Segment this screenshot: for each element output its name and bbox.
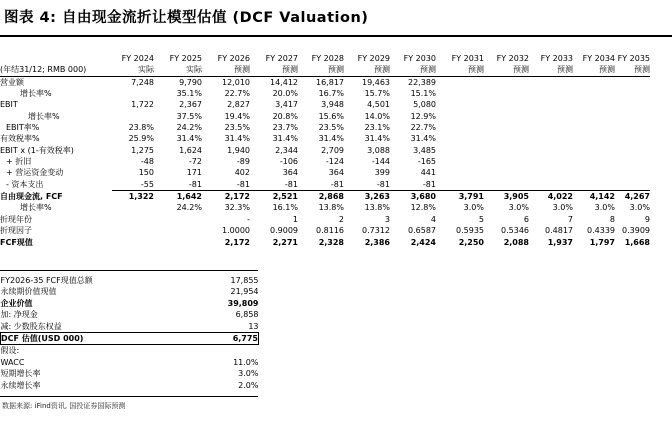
summary-label: DCF 估值(USD 000) <box>1 333 211 345</box>
table-cell: 6 <box>523 214 529 224</box>
year-header: FY 2031 <box>451 54 484 63</box>
table-cell <box>154 214 202 225</box>
table-cell <box>529 156 573 167</box>
table-cell: -165 <box>417 157 436 167</box>
table-cell <box>529 122 573 133</box>
enterprise-value-row <box>1 298 291 309</box>
table-cell <box>484 122 529 133</box>
table-cell <box>573 76 615 88</box>
table-cell: 3 <box>384 214 390 224</box>
table-cell <box>615 145 650 156</box>
table-cell <box>529 133 573 144</box>
table-cell: 3,680 <box>410 192 436 202</box>
table-cell: 0.7312 <box>362 226 390 236</box>
table-cell: 441 <box>420 168 436 178</box>
table-cell: 19,463 <box>362 77 390 87</box>
table-cell <box>112 88 154 99</box>
table-cell: 2,088 <box>503 237 529 247</box>
status-header: 实际 <box>154 64 202 76</box>
summary-spacer <box>259 298 291 309</box>
table-cell: 9,790 <box>179 77 202 87</box>
table-cell <box>573 99 615 110</box>
table-cell: 2,709 <box>321 145 344 155</box>
table-cell: 1,940 <box>227 145 250 155</box>
table-cell: 1.0000 <box>222 226 250 236</box>
summary-value: 39,809 <box>227 298 259 308</box>
table-cell: 15.7% <box>364 89 390 99</box>
table-cell <box>154 237 202 248</box>
table-cell: 2,250 <box>458 237 484 247</box>
table-cell: 31.4% <box>364 134 390 144</box>
table-cell: 14.0% <box>364 111 390 121</box>
revenue-growth-row <box>0 88 650 99</box>
summary-label: WACC <box>0 357 25 367</box>
table-cell <box>436 76 484 88</box>
table-cell <box>436 122 484 133</box>
table-cell <box>573 145 615 156</box>
table-cell: 31.4% <box>318 134 344 144</box>
table-cell: 3.0% <box>629 203 650 213</box>
terminal-value-pv-row <box>1 286 291 297</box>
table-cell: 364 <box>328 168 344 178</box>
table-cell: 22,389 <box>408 77 436 87</box>
table-cell: 2,521 <box>272 192 298 202</box>
table-cell: 3,948 <box>321 100 344 110</box>
summary-spacer <box>259 333 291 345</box>
summary-spacer <box>259 345 291 357</box>
status-header: 预测 <box>250 64 298 76</box>
table-cell <box>573 88 615 99</box>
table-cell: 2,328 <box>318 237 344 247</box>
table-cell: 150 <box>138 168 154 178</box>
table-cell <box>615 179 650 191</box>
status-header: 预测 <box>344 64 390 76</box>
table-header-status <box>0 64 650 76</box>
row-label: EBIT x (1-有效税率) <box>0 145 74 155</box>
year-header: FY 2030 <box>403 54 436 63</box>
summary-value: 11.0% <box>233 357 259 367</box>
row-label: FCF现值 <box>0 237 33 247</box>
table-cell <box>573 111 615 122</box>
table-cell <box>436 111 484 122</box>
row-label: 折现因子 <box>0 226 32 236</box>
table-cell: 0.4339 <box>587 226 615 236</box>
fcf-pv-total-row <box>1 275 291 286</box>
summary-value: 17,855 <box>230 276 259 285</box>
table-cell: -81 <box>298 179 344 191</box>
year-header: FY 2029 <box>357 54 390 63</box>
table-cell: 1,668 <box>624 237 650 247</box>
table-cell: 4,501 <box>367 100 390 110</box>
summary-spacer <box>259 275 291 286</box>
table-cell <box>529 167 573 178</box>
year-header: FY 2033 <box>540 54 573 63</box>
discount-factor-row <box>0 225 650 236</box>
table-cell <box>529 88 573 99</box>
table-cell: 171 <box>186 168 202 178</box>
status-header: 预测 <box>529 64 573 76</box>
table-cell: 402 <box>234 168 250 178</box>
table-cell <box>484 133 529 144</box>
table-cell: 2 <box>338 214 344 224</box>
table-cell <box>436 133 484 144</box>
table-cell: 0.5346 <box>501 226 529 236</box>
table-cell: 7,248 <box>131 77 154 87</box>
summary-label: 假设: <box>0 346 20 356</box>
year-header: FY 2028 <box>311 54 344 63</box>
table-cell <box>484 179 529 191</box>
table-cell: 0.3909 <box>622 226 650 236</box>
ebit-margin-row <box>0 122 650 133</box>
table-cell: -48 <box>140 157 154 167</box>
summary-label: 企业价值 <box>0 298 33 308</box>
table-cell: 0.4817 <box>545 226 573 236</box>
summary-spacer <box>259 321 291 333</box>
row-label: 增长率% <box>20 203 52 213</box>
table-cell: 9 <box>644 214 650 224</box>
table-cell: 1,722 <box>131 100 154 110</box>
table-cell: 0.5935 <box>456 226 484 236</box>
table-cell: 1,275 <box>131 145 154 155</box>
table-cell: 3,791 <box>458 192 484 202</box>
table-cell: 5,080 <box>413 100 436 110</box>
table-cell <box>573 133 615 144</box>
table-cell: -106 <box>279 157 298 167</box>
table-cell: -81 <box>250 179 298 191</box>
table-cell: -124 <box>325 157 344 167</box>
table-cell <box>484 167 529 178</box>
table-cell: 23.8% <box>128 123 154 133</box>
table-cell <box>615 76 650 88</box>
table-cell: - <box>247 214 250 224</box>
summary-value: 13 <box>248 321 259 331</box>
table-cell: 32.3% <box>224 203 250 213</box>
table-cell: 20.0% <box>272 89 298 99</box>
table-cell: 364 <box>282 168 298 178</box>
table-cell: 31.4% <box>176 134 202 144</box>
table-cell <box>154 225 202 236</box>
year-header: FY 2027 <box>265 54 298 63</box>
table-cell <box>529 111 573 122</box>
table-header-years <box>0 53 650 64</box>
table-cell: 2,868 <box>318 192 344 202</box>
dcf-table <box>0 53 650 248</box>
table-cell <box>573 156 615 167</box>
year-header: FY 2026 <box>217 54 250 63</box>
summary-spacer <box>259 368 291 379</box>
table-cell: 3.0% <box>508 203 529 213</box>
summary-bottom-rule <box>0 396 258 397</box>
summary-label: 永续增长率 <box>0 380 41 390</box>
table-cell: 25.9% <box>128 134 154 144</box>
table-cell: 12,010 <box>222 77 250 87</box>
table-cell: 4 <box>430 214 436 224</box>
terminal-growth-row <box>1 380 291 391</box>
table-cell <box>529 99 573 110</box>
table-cell: -81 <box>154 179 202 191</box>
summary-spacer <box>259 357 291 368</box>
table-cell <box>112 237 154 248</box>
status-header: 预测 <box>484 64 529 76</box>
summary-label: 加: 净现金 <box>0 310 38 320</box>
ebit-row <box>0 99 650 110</box>
header-corner <box>0 53 112 64</box>
table-cell: 3,263 <box>364 192 390 202</box>
table-cell: 20.8% <box>272 111 298 121</box>
table-cell: 1,624 <box>179 145 202 155</box>
table-cell: 16.1% <box>272 203 298 213</box>
table-cell: 4,022 <box>547 192 573 202</box>
depreciation-row <box>0 156 650 167</box>
table-cell: 5 <box>478 214 484 224</box>
table-cell: -144 <box>371 157 390 167</box>
summary-value: 6,858 <box>235 310 259 320</box>
summary-label: 短期增长率 <box>0 369 41 379</box>
row-label: 自由现金流, FCF <box>0 191 63 201</box>
table-cell <box>484 111 529 122</box>
table-cell: 1,322 <box>128 192 154 202</box>
table-cell: 2,271 <box>272 237 298 247</box>
table-cell <box>615 111 650 122</box>
table-cell <box>615 133 650 144</box>
table-cell: 2,386 <box>364 237 390 247</box>
row-label: EBIT率% <box>6 123 40 133</box>
unit-label: (年结31/12; RMB 000) <box>0 64 112 76</box>
row-label: 增长率% <box>20 89 52 99</box>
summary-label: FY2026-35 FCF现值总额 <box>0 276 93 285</box>
table-cell: 2,367 <box>179 100 202 110</box>
row-label: EBIT <box>0 100 18 110</box>
table-cell <box>436 156 484 167</box>
table-cell <box>112 225 154 236</box>
dcf-table-body <box>0 53 650 248</box>
table-cell: -81 <box>344 179 390 191</box>
table-cell <box>529 145 573 156</box>
dcf-valuation-row <box>1 333 291 345</box>
year-header: FY 2024 <box>121 54 154 63</box>
table-cell: -55 <box>112 179 154 191</box>
table-cell: 3.0% <box>594 203 615 213</box>
assumptions-heading-row <box>1 345 291 357</box>
table-cell: 22.7% <box>224 89 250 99</box>
table-cell <box>615 88 650 99</box>
table-cell <box>436 99 484 110</box>
ebit-growth-row <box>0 111 650 122</box>
summary-value: 6,775 <box>211 333 259 345</box>
table-cell: 23.1% <box>364 123 390 133</box>
summary-spacer <box>259 309 291 320</box>
row-label: + 折旧 <box>6 157 32 167</box>
table-cell: 31.4% <box>272 134 298 144</box>
summary-label: 永续期价值现值 <box>0 287 57 297</box>
year-header: FY 2034 <box>582 54 615 63</box>
table-cell: 13.8% <box>364 203 390 213</box>
title-rule <box>0 35 672 37</box>
summary-value: 2.0% <box>238 380 259 390</box>
table-cell: 24.2% <box>176 123 202 133</box>
table-cell <box>573 167 615 178</box>
table-cell: 2,827 <box>227 100 250 110</box>
table-cell: 23.5% <box>224 123 250 133</box>
table-cell <box>436 167 484 178</box>
discount-year-row <box>0 214 650 225</box>
table-cell: 3.0% <box>552 203 573 213</box>
summary-value: 21,954 <box>230 287 259 297</box>
table-cell: 15.6% <box>318 111 344 121</box>
table-cell: 2,172 <box>224 237 250 247</box>
table-cell <box>436 179 484 191</box>
summary-spacer <box>259 380 291 391</box>
status-header: 预测 <box>202 64 250 76</box>
table-cell: 35.1% <box>176 89 202 99</box>
table-cell: 19.4% <box>224 111 250 121</box>
table-cell: 16.7% <box>318 89 344 99</box>
status-header: 预测 <box>615 64 650 76</box>
status-header: 预测 <box>573 64 615 76</box>
figure-title: 图表 4: 自由现金流折让模型估值 (DCF Valuation) <box>4 10 369 26</box>
nopat-row <box>0 145 650 156</box>
table-cell: 24.2% <box>176 203 202 213</box>
table-cell: 3,417 <box>275 100 298 110</box>
table-cell: -89 <box>236 157 250 167</box>
table-cell: 31.4% <box>224 134 250 144</box>
table-cell: 399 <box>374 168 390 178</box>
source-note: 数据来源: iFind资讯, 国投证券国际预测 <box>2 402 126 410</box>
year-header: FY 2032 <box>496 54 529 63</box>
summary-label: 减: 少数股东权益 <box>0 321 62 331</box>
fcf-pv-row <box>0 237 650 248</box>
table-cell: 37.5% <box>176 111 202 121</box>
row-label: 营业额 <box>0 77 24 87</box>
table-cell: 12.8% <box>410 203 436 213</box>
table-cell: 2,344 <box>275 145 298 155</box>
table-cell <box>484 156 529 167</box>
table-cell <box>484 99 529 110</box>
table-cell: 2,172 <box>224 192 250 202</box>
fcf-row <box>0 191 650 203</box>
summary-value <box>211 345 259 357</box>
fcf-growth-row <box>0 202 650 213</box>
year-header: FY 2025 <box>169 54 202 63</box>
table-cell: 31.4% <box>410 134 436 144</box>
table-cell: 8 <box>609 214 615 224</box>
table-cell <box>436 145 484 156</box>
table-cell <box>529 76 573 88</box>
table-cell <box>615 167 650 178</box>
year-header: FY 2035 <box>617 54 650 63</box>
summary-spacer <box>259 286 291 297</box>
short-term-growth-row <box>1 368 291 379</box>
summary-value: 3.0% <box>238 369 259 379</box>
minority-interest-row <box>1 321 291 333</box>
row-label: + 营运资金变动 <box>6 168 64 178</box>
revenue-row <box>0 76 650 88</box>
status-header: 实际 <box>112 64 154 76</box>
table-cell: 2,424 <box>410 237 436 247</box>
table-cell <box>615 99 650 110</box>
table-cell <box>484 88 529 99</box>
table-cell: 3,088 <box>367 145 390 155</box>
table-cell: 12.9% <box>410 111 436 121</box>
table-cell: -81 <box>202 179 250 191</box>
table-cell: 3,485 <box>413 145 436 155</box>
table-cell: 15.1% <box>410 89 436 99</box>
valuation-summary-body <box>1 275 291 391</box>
wacc-row <box>1 357 291 368</box>
table-cell <box>615 156 650 167</box>
row-label: 折现年份 <box>0 214 32 224</box>
table-cell: 1,797 <box>589 237 615 247</box>
net-cash-row <box>1 309 291 320</box>
table-cell: 14,412 <box>270 77 298 87</box>
table-cell <box>573 179 615 191</box>
table-cell <box>573 122 615 133</box>
table-cell: 23.7% <box>272 123 298 133</box>
working-capital-row <box>0 167 650 178</box>
table-cell: 3,905 <box>503 192 529 202</box>
table-cell <box>484 145 529 156</box>
table-cell: -72 <box>188 157 202 167</box>
table-cell <box>112 111 154 122</box>
capex-row <box>0 179 650 191</box>
valuation-summary-table <box>0 275 291 391</box>
status-header: 预测 <box>298 64 344 76</box>
tax-rate-row <box>0 133 650 144</box>
row-label: - 资本支出 <box>6 180 44 190</box>
status-header: 预测 <box>390 64 436 76</box>
table-cell: 0.9009 <box>270 226 298 236</box>
table-cell: 1,642 <box>176 192 202 202</box>
table-cell: 1 <box>292 214 298 224</box>
table-cell: 7 <box>567 214 573 224</box>
table-cell: 16,817 <box>316 77 344 87</box>
table-cell: 0.6587 <box>408 226 436 236</box>
table-cell <box>484 76 529 88</box>
table-cell: 3.0% <box>463 203 484 213</box>
table-cell: 4,142 <box>589 192 615 202</box>
row-label: 有效税率% <box>0 134 40 144</box>
row-label: 增长率% <box>28 111 60 121</box>
table-cell: 0.8116 <box>316 226 344 236</box>
table-cell <box>436 88 484 99</box>
table-cell: 13.8% <box>318 203 344 213</box>
table-cell: 22.7% <box>410 123 436 133</box>
table-cell: 23.5% <box>318 123 344 133</box>
table-cell <box>112 214 154 225</box>
table-cell: 4,267 <box>624 192 650 202</box>
table-cell <box>615 122 650 133</box>
status-header: 预测 <box>436 64 484 76</box>
table-cell: 1,937 <box>547 237 573 247</box>
summary-top-rule <box>0 270 258 271</box>
table-cell <box>529 179 573 191</box>
table-cell <box>112 202 154 213</box>
table-cell: -81 <box>390 179 436 191</box>
